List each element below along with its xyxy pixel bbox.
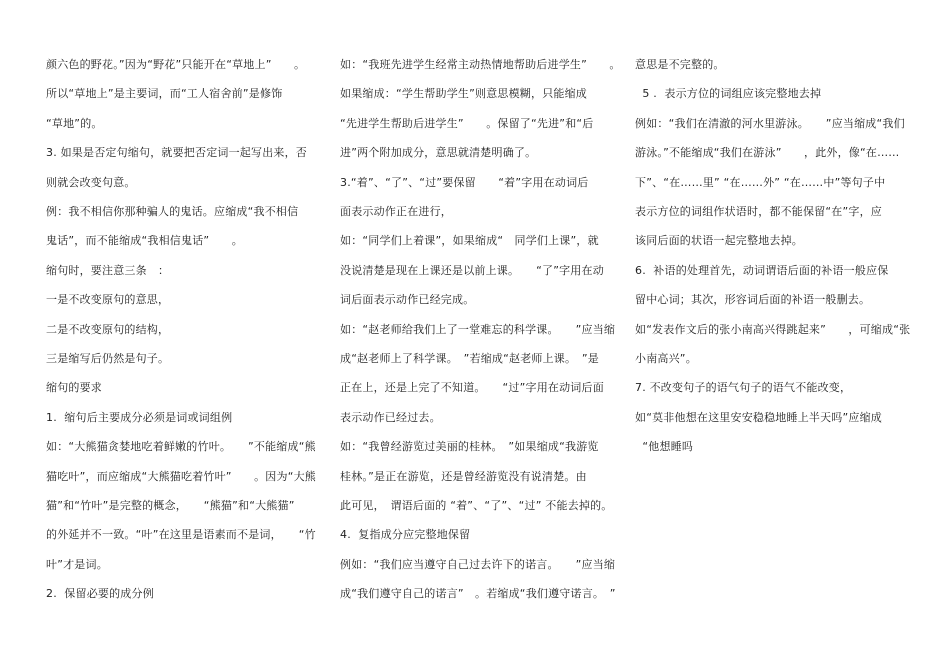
text-line: 4. 复指成分应完整地保留 bbox=[340, 528, 471, 542]
text-line: 例如：“我们在清澈的河水里游泳。 ”应当缩成“我们 bbox=[635, 116, 905, 130]
text-line: 3.“着”、“了”、“过”要保留 “着”字用在动词后 bbox=[340, 175, 589, 189]
text-line: 猫吃叶”，而应缩成“大熊猫吃着竹叶” 。因为“大熊 bbox=[46, 469, 316, 483]
text-line: 6. 补语的处理首先，动词谓语后面的补语一般应保 bbox=[635, 263, 889, 277]
text-line: 叶”才是词。 bbox=[46, 557, 108, 571]
text-line: 表示动作已经过去。 bbox=[340, 410, 441, 424]
text-line: 例：我不相信你那种骗人的鬼话。应缩成“我不相信 bbox=[46, 205, 299, 218]
text-line: 缩句的要求 bbox=[46, 381, 102, 395]
text-line: 成“我们遵守自己的诺言” 。若缩成“我们遵守诺言。 ” bbox=[340, 587, 616, 601]
text-line: 三是缩写后仍然是句子。 bbox=[46, 352, 170, 365]
text-line: 留中心词；其次，形容词后面的补语一般删去。 bbox=[635, 293, 871, 307]
text-line: 颜六色的野花。”因为“野花”只能开在“草地上” 。 bbox=[46, 58, 306, 71]
text-line: 如：“我曾经游览过美丽的桂林。 ”如果缩成“我游览 bbox=[340, 440, 599, 454]
text-line: 进”两个附加成分，意思就清楚明确了。 bbox=[340, 146, 537, 160]
text-line: 3. 如果是否定句缩句，就要把否定词一起写出来，否 bbox=[46, 146, 307, 160]
text-line: 如果缩成：“学生帮助学生”则意思模糊，只能缩成 bbox=[340, 87, 587, 101]
text-line: 成“赵老师上了科学课。 ”若缩成“赵老师上课。 ”是 bbox=[340, 352, 599, 365]
text-line: 如：“我班先进学生经常主动热情地帮助后进学生” 。 bbox=[340, 58, 621, 71]
text-line: 正在上，还是上完了不知道。 “过”字用在动词后面 bbox=[340, 381, 604, 395]
text-line: 缩句时，要注意三条 ： bbox=[46, 263, 170, 277]
text-line: 如“莫非他想在这里安安稳稳地睡上半天吗”应缩成 bbox=[635, 410, 882, 424]
text-line: 没说清楚是现在上课还是以前上课。 “了”字用在动 bbox=[340, 263, 604, 277]
text-line: 二是不改变原句的结构， bbox=[46, 322, 170, 336]
text-line: 该同后面的状语一起完整地去掉。 bbox=[635, 234, 803, 248]
text-line: 下”、“在……里” “在……外” “在……中”等句子中 bbox=[635, 175, 886, 189]
text-line: “先进学生帮助后进学生” 。保留了“先进”和“后 bbox=[340, 116, 594, 130]
text-line: 如“发表作文后的张小南高兴得跳起来” ，可缩成“张 bbox=[635, 322, 911, 336]
text-line: 词后面表示动作已经完成。 bbox=[340, 293, 475, 307]
text-line: 游泳。”不能缩成“我们在游泳” ，此外，像“在…… bbox=[635, 146, 900, 160]
text-line: 如：“赵老师给我们上了一堂难忘的科学课。 ”应当缩 bbox=[340, 322, 616, 336]
text-line: 一是不改变原句的意思， bbox=[46, 293, 170, 307]
text-line: 则就会改变句意。 bbox=[46, 175, 136, 189]
text-line: “草地”的。 bbox=[46, 116, 103, 130]
text-line: 此可见， 谓语后面的 “着”、“了”、“过” 不能去掉的。 bbox=[340, 499, 613, 512]
text-line: 意思是不完整的。 bbox=[635, 58, 725, 71]
text-line: 例如：“我们应当遵守自己过去许下的诺言。 ”应当缩 bbox=[340, 557, 616, 571]
text-line: 桂林。”是正在游览，还是曾经游览没有说清楚。由 bbox=[340, 469, 587, 483]
text-line: 5 . 表示方位的词组应该完整地去掉 bbox=[635, 87, 822, 101]
text-line: 小南高兴”。 bbox=[635, 352, 697, 365]
text-line: 面表示动作正在进行， bbox=[340, 205, 452, 218]
text-line: 2. 保留必要的成分例 bbox=[46, 587, 154, 601]
text-line: 表示方位的词组作状语时，都不能保留“在”字，应 bbox=[635, 205, 882, 218]
text-line: 所以“草地上”是主要词，而“工人宿舍前”是修饰 bbox=[46, 87, 283, 101]
text-line: 鬼话”，而不能缩成“我相信鬼话” 。 bbox=[46, 234, 243, 248]
text-line: 如：“同学们上着课”，如果缩成“ 同学们上课”，就 bbox=[340, 234, 599, 248]
text-line: 的外延并不一致。“叶”在这里是语素而不是词， “竹 bbox=[46, 528, 316, 542]
text-line: “他想睡吗 bbox=[635, 440, 694, 454]
text-line: 猫”和“竹叶”是完整的概念， “熊猫”和“大熊猫” bbox=[46, 499, 295, 512]
text-line: 7. 不改变句子的语气句子的语气不能改变， bbox=[635, 381, 852, 395]
text-line: 如：“大熊猫贪婪地吃着鲜嫩的竹叶。 ”不能缩成“熊 bbox=[46, 440, 316, 454]
text-line: 1. 缩句后主要成分必须是词或词组例 bbox=[46, 410, 233, 424]
